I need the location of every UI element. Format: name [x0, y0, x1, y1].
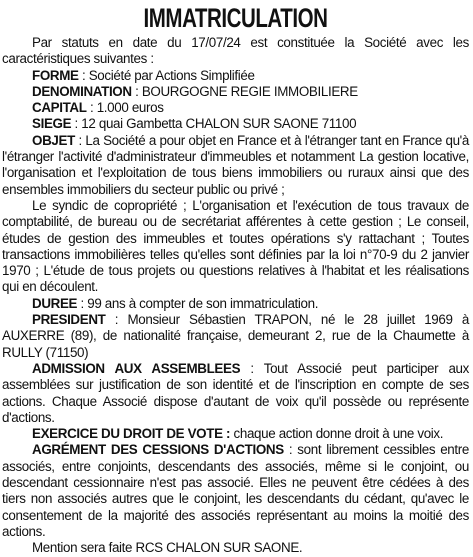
admission-label: ADMISSION AUX ASSEMBLEES [32, 360, 241, 376]
duree-value: : 99 ans à compter de son immatriculation. [77, 295, 319, 311]
president-label: PRESIDENT [32, 312, 106, 328]
objet-continued-paragraph: Le syndic de copropriété ; L'organisation et l'exécution de tous travaux de comptabilité, de bureau ou de secrétariat afférentes à cette gestion ; Le conseil, études de gestion des immeubles et toutes opérations s'y rattachant ; Toutes transactions immobilières telles qu'elles sont définies par la loi n°70-9 du 2 janvier 1970 ; L'étude de tous projets ou questions relatives à l'habitat et les réalisations qui en découlent. [2, 197, 469, 295]
capital-field [2, 100, 469, 116]
president-field [2, 312, 469, 361]
admission-field [2, 361, 469, 426]
forme-field [2, 68, 469, 84]
denomination-label: DENOMINATION [32, 83, 132, 99]
president-value: : Monsieur Sébastien TRAPON, né le 28 juillet 1969 à AUXERRE (89), de nationalité française, demeurant 2, rue de la Chaumette à RULLY (71150) [2, 312, 469, 360]
siege-label: SIEGE [32, 116, 72, 132]
agrement-field [2, 442, 469, 540]
capital-label: CAPITAL [32, 100, 87, 116]
notice-title: IMMATRICULATION [143, 3, 328, 33]
forme-value: : Société par Actions Simplifiée [78, 67, 255, 83]
objet-value: : La Société a pour objet en France et à l'étranger tant en France qu'à l'étranger l'activité d'administrateur d'immeubles et notamment La gestion locative, l'organisation et l'exploitation de tous biens immobiliers ou ruraux ainsi que des ensembles immobiliers du secteur public ou privé ; [2, 132, 469, 197]
admission-value: : Tout Associé peut participer aux assemblées sur justification de son identité et de l'inscription en compte de ses actions. Chaque Associé dispose d'autant de voix qu'il possède ou représente d'actions. [2, 360, 470, 425]
duree-label: DUREE [32, 295, 78, 311]
siege-field [2, 116, 469, 132]
capital-value: : 1.000 euros [86, 100, 164, 116]
forme-label: FORME [32, 67, 79, 83]
denomination-value: : BOURGOGNE REGIE IMMOBILIERE [131, 83, 358, 99]
denomination-field [2, 84, 469, 100]
vote-field [2, 426, 469, 442]
legal-notice [2, 2, 470, 556]
vote-label: EXERCICE DU DROIT DE VOTE : [32, 426, 231, 442]
objet-label: OBJET [32, 132, 75, 148]
notice-body [2, 35, 469, 557]
agrement-label: AGRÉMENT DES CESSIONS D'ACTIONS [32, 442, 284, 458]
vote-value: chaque action donne droit à une voix. [230, 426, 444, 442]
siege-value: : 12 quai Gambetta CHALON SUR SAONE 71100 [71, 116, 357, 132]
intro-paragraph: Par statuts en date du 17/07/24 est constituée la Société avec les caractéristiques suivantes : [2, 35, 469, 67]
duree-field [2, 296, 469, 312]
mention-paragraph: Mention sera faite RCS CHALON SUR SAONE. [32, 540, 303, 556]
objet-field [2, 133, 469, 198]
agrement-value: : sont librement cessibles entre associés, entre conjoints, descendants des associés, même si le conjoint, ou descendant cessionnaire n'est pas associé. Elles ne peuvent être cédées à des tiers non associés autres que le conjoint, les descendants du cédant, qu'avec le consentement de la majorité des associés représentant au moins la moitié des actions. [2, 442, 469, 539]
